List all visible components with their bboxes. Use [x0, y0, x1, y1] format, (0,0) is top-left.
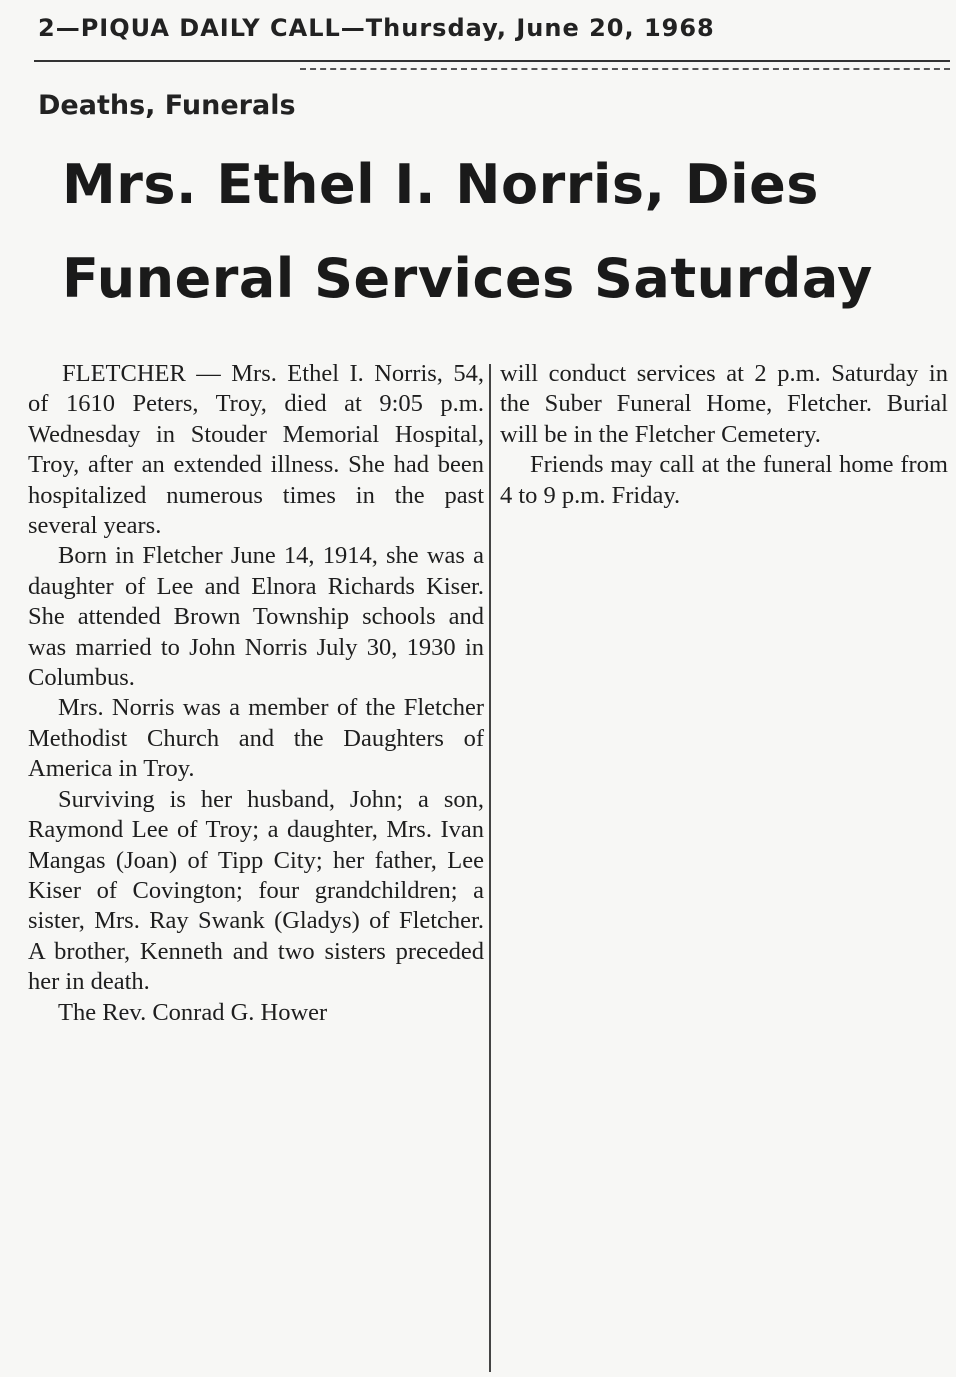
article-paragraph: Surviving is her husband, John; a son, Raymond Lee of Troy; a daughter, Mrs. Ivan Mangas (Joan) of Tipp City; her father, Lee Kiser of Covington; four grandchildren; a sister, Mrs. Ray Swank (Gladys) of Fletcher. A brother, Kenneth and two sisters preceded her in death.: [28, 785, 484, 996]
article-paragraph: FLETCHER — Mrs. Ethel I. Norris, 54, of 1610 Peters, Troy, died at 9:05 p.m. Wednesday in Stouder Memorial Hospital, Troy, after an extended illness. She had been hospitalized numerous times in the past several years.: [28, 360, 484, 540]
article-paragraph: Friends may call at the funeral home from 4 to 9 p.m. Friday.: [500, 451, 948, 509]
article-paragraph: will conduct services at 2 p.m. Saturday in the Suber Funeral Home, Fletcher. Burial will be in the Fletcher Cemetery.: [500, 360, 948, 448]
article-paragraph: Mrs. Norris was a member of the Fletcher Methodist Church and the Daughters of America in Troy.: [28, 694, 484, 783]
headline-line-2: Funeral Services Saturday: [62, 247, 873, 310]
article-paragraph: The Rev. Conrad G. Hower: [58, 998, 328, 1026]
section-label: Deaths, Funerals: [38, 90, 296, 121]
article-right-column: [500, 359, 948, 511]
article-paragraph: Born in Fletcher June 14, 1914, she was a daughter of Lee and Elnora Richards Kiser. She attended Brown Township schools and was married to John Norris July 30, 1930 in Columbus.: [28, 542, 484, 692]
headline-line-1: Mrs. Ethel I. Norris, Dies: [62, 153, 819, 216]
masthead-rule: [34, 60, 950, 62]
article-left-column: [28, 359, 484, 1028]
column-divider: [489, 364, 491, 1372]
masthead-rule-dashed: [300, 68, 950, 70]
masthead: 2—PIQUA DAILY CALL—Thursday, June 20, 1968: [38, 14, 715, 42]
